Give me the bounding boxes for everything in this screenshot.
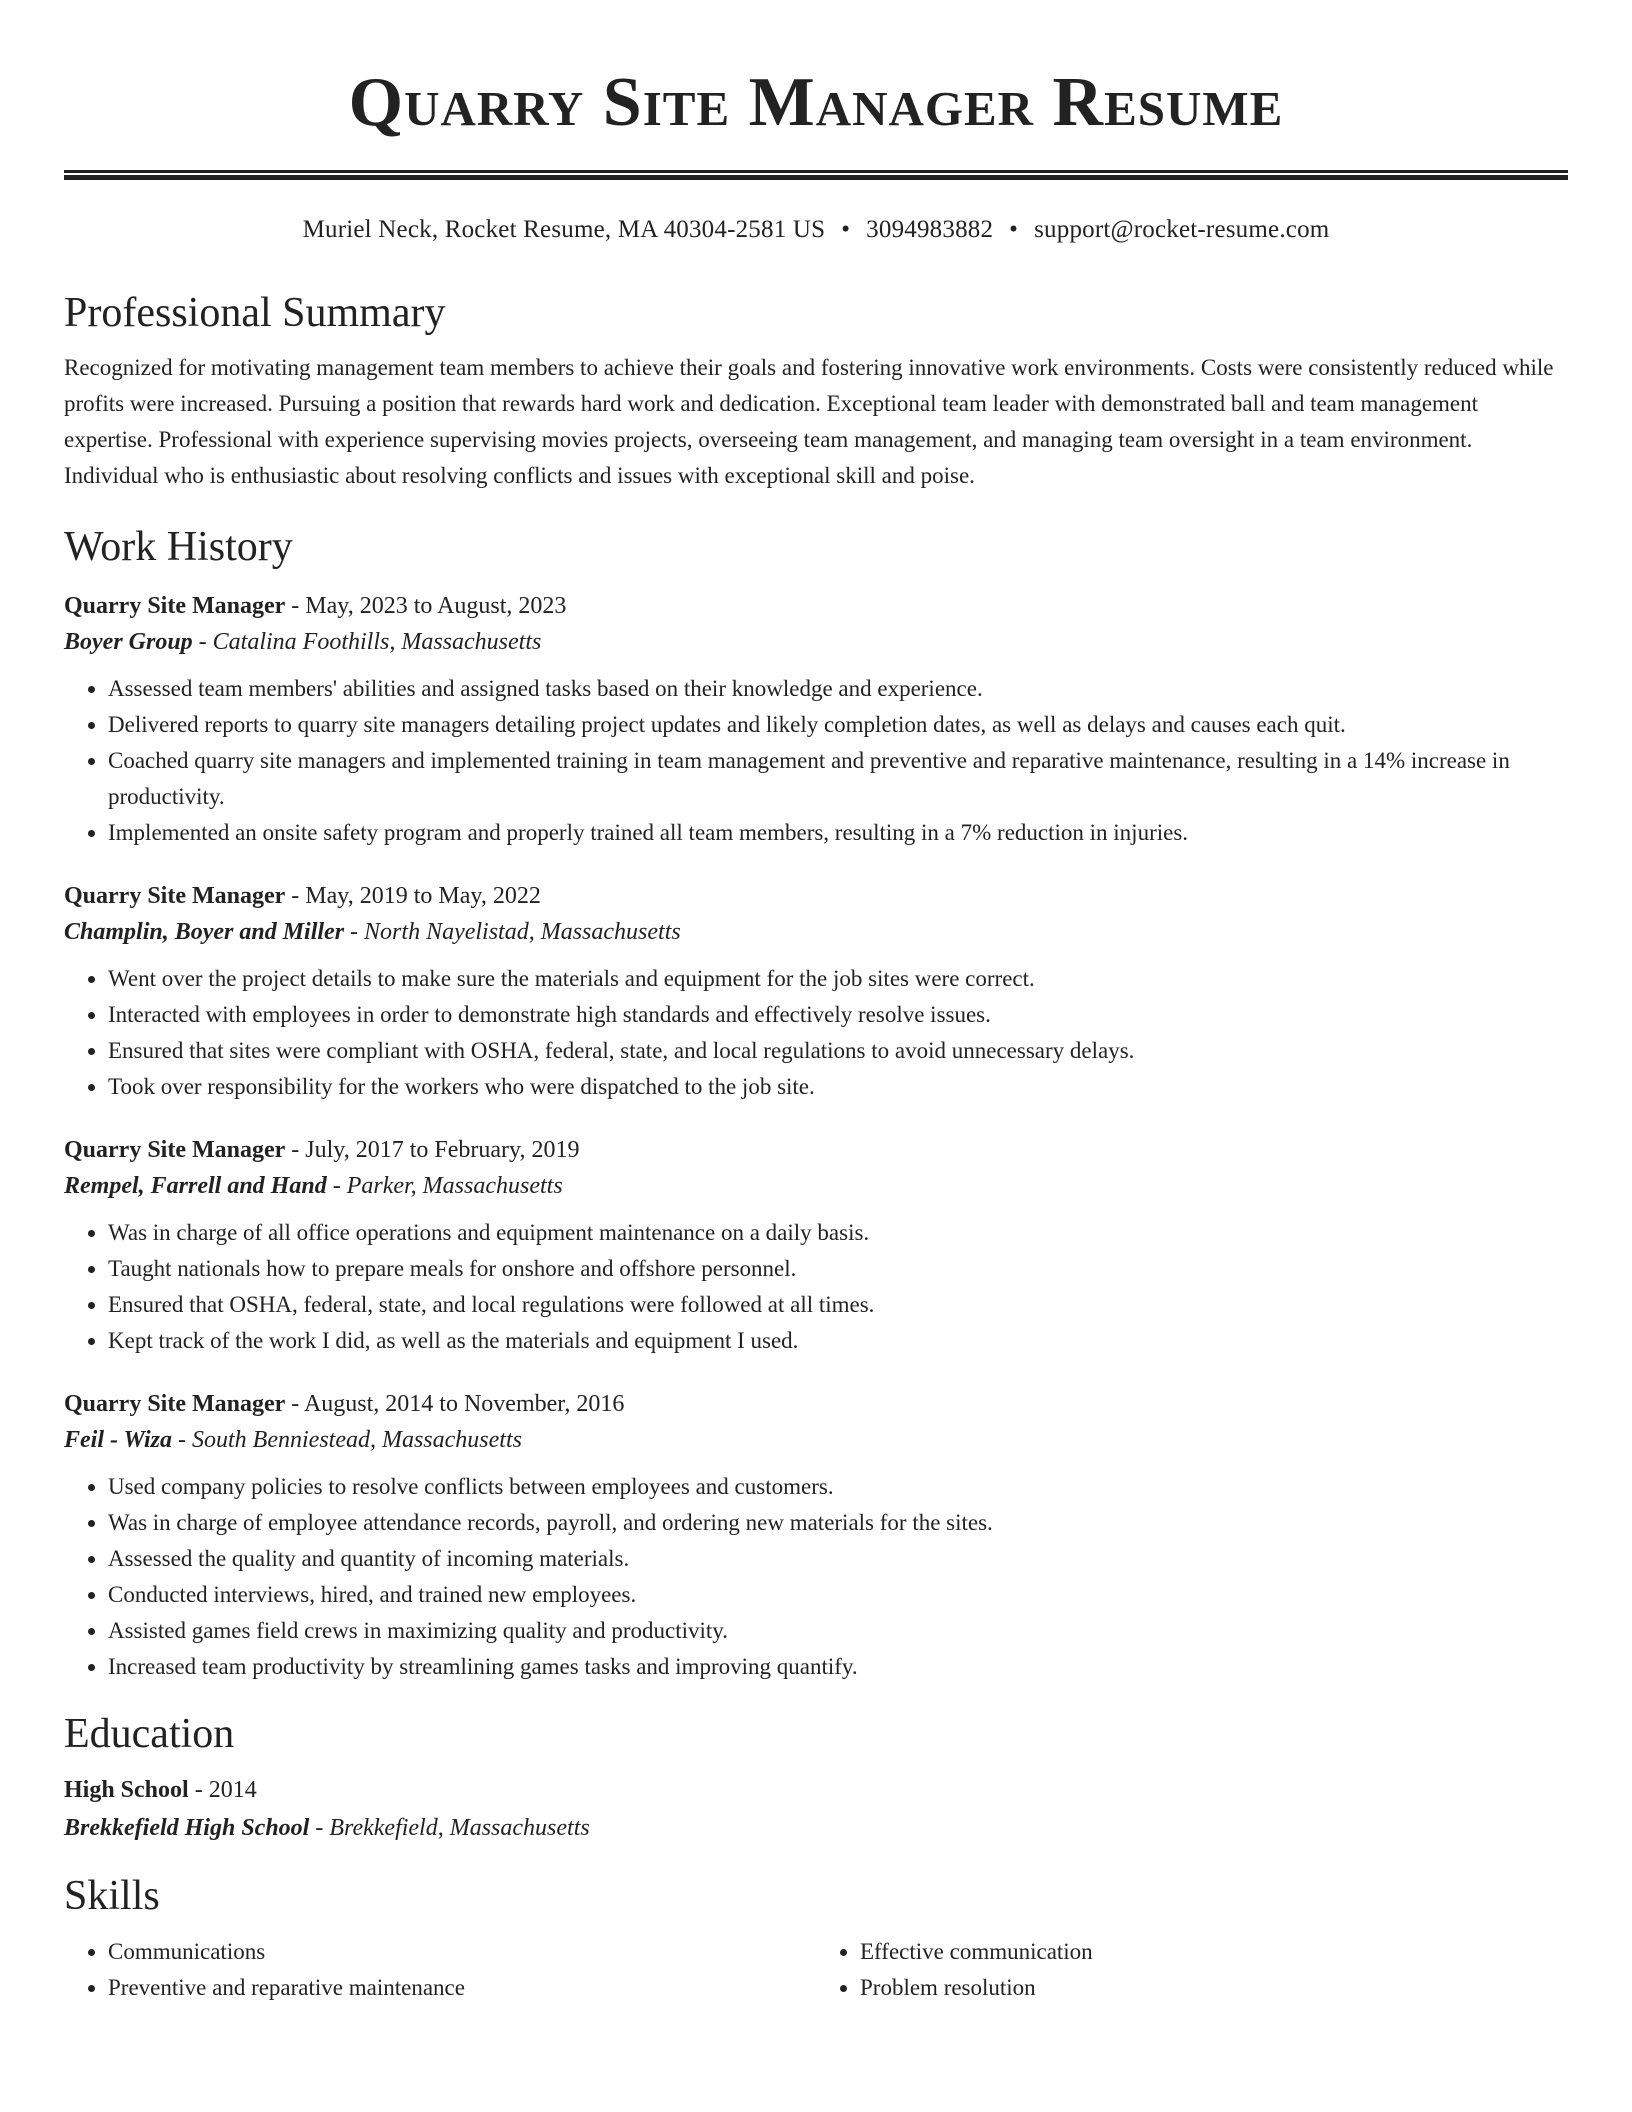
skill-item: • Communications <box>108 1934 816 1970</box>
job-bullet: • Interacted with employees in order to demonstrate high standards and effectively resolve issues. <box>108 997 1568 1033</box>
job-title-line <box>64 589 1568 623</box>
skills-section <box>64 1871 1568 2005</box>
job-bullet: • Coached quarry site managers and implemented training in team management and preventive and reparative maintenance, resulting in a 14% increase in productivity. <box>108 743 1568 815</box>
job-bullet: • Went over the project details to make sure the materials and equipment for the job sites were correct. <box>108 961 1568 997</box>
job-bullet: • Used company policies to resolve conflicts between employees and customers. <box>108 1469 1568 1505</box>
job-title: Quarry Site Manager <box>64 882 286 909</box>
job-bullet: • Was in charge of all office operations and equipment maintenance on a daily basis. <box>108 1215 1568 1251</box>
job-dash: - <box>285 1136 306 1163</box>
job-bullet: • Assisted games field crews in maximizing quality and productivity. <box>108 1613 1568 1649</box>
job-bullets <box>64 961 1568 1105</box>
job-company-line <box>64 623 1568 661</box>
job-bullet: • Increased team productivity by streamlining games tasks and improving quantify. <box>108 1649 1568 1685</box>
job-dates: July, 2017 to February, 2019 <box>305 1136 580 1163</box>
job-dash: - <box>172 1426 193 1453</box>
job-company: Rempel, Farrell and Hand <box>64 1172 327 1199</box>
education-dash: - <box>309 1815 330 1842</box>
contact-email: support@rocket-resume.com <box>1034 216 1330 243</box>
education-heading: Education <box>64 1710 235 1757</box>
contact-separator: • <box>841 216 851 243</box>
contact-phone: 3094983882 <box>866 216 994 243</box>
job-dates: August, 2014 to November, 2016 <box>303 1390 625 1417</box>
job-location: South Benniestead, Massachusetts <box>192 1426 522 1453</box>
job-entry <box>64 1387 1568 1685</box>
skill-item: • Preventive and reparative maintenance <box>108 1970 816 2006</box>
job-bullet: • Was in charge of employee attendance records, payroll, and ordering new materials for the sites. <box>108 1505 1568 1541</box>
skill-item: • Problem resolution <box>860 1970 1568 2006</box>
job-dates: May, 2019 to May, 2022 <box>305 882 541 909</box>
job-bullet: • Took over responsibility for the workers who were dispatched to the job site. <box>108 1069 1568 1105</box>
education-school: Brekkefield High School <box>64 1815 310 1842</box>
job-entry <box>64 589 1568 851</box>
skills-grid <box>64 1934 1568 2006</box>
education-dash: - <box>188 1777 209 1804</box>
job-dash: - <box>285 1390 304 1417</box>
job-bullet: • Implemented an onsite safety program and properly trained all team members, resulting in a 7% reduction in injuries. <box>108 815 1568 851</box>
job-bullet: • Ensured that sites were compliant with OSHA, federal, state, and local regulations to avoid unnecessary delays. <box>108 1033 1568 1069</box>
job-title: Quarry Site Manager <box>64 592 286 619</box>
job-location: Catalina Foothills, Massachusetts <box>212 628 542 655</box>
job-title-line <box>64 1387 1568 1421</box>
job-dates: May, 2023 to August, 2023 <box>305 592 567 619</box>
job-dash: - <box>192 628 213 655</box>
job-bullet: • Delivered reports to quarry site managers detailing project updates and likely completion dates, as well as delays and causes each quit. <box>108 707 1568 743</box>
resume-title: Quarry Site Manager Resume <box>348 64 1284 141</box>
job-title: Quarry Site Manager <box>64 1390 286 1417</box>
skills-heading: Skills <box>64 1873 160 1920</box>
job-bullet: • Ensured that OSHA, federal, state, and local regulations were followed at all times. <box>108 1287 1568 1323</box>
job-dash: - <box>285 592 306 619</box>
work-history-heading: Work History <box>64 524 293 571</box>
education-location: Brekkefield, Massachusetts <box>329 1815 590 1842</box>
summary-section <box>64 288 1568 494</box>
job-company: Champlin, Boyer and Miller <box>64 918 345 945</box>
summary-heading: Professional Summary <box>64 290 446 336</box>
job-bullet: • Kept track of the work I did, as well as the materials and equipment I used. <box>108 1323 1568 1359</box>
contact-address: Muriel Neck, Rocket Resume, MA 40304-2581 US <box>302 216 826 243</box>
job-bullets <box>64 1469 1568 1685</box>
job-bullet: • Assessed team members' abilities and assigned tasks based on their knowledge and experience. <box>108 671 1568 707</box>
job-entry <box>64 1133 1568 1359</box>
job-location: Parker, Massachusetts <box>346 1172 563 1199</box>
summary-text: Recognized for motivating management team members to achieve their goals and fostering innovative work environments. Costs were consistently reduced while profits were increased. Pursuing a position that rewards hard work and dedication. Exceptional team leader with demonstrated ball and team management expertise. Professional with experience supervising movies projects, overseeing team management, and managing team oversight in a team environment. Individual who is enthusiastic about resolving conflicts and issues with exceptional skill and poise. <box>64 355 1554 489</box>
contact-line <box>64 216 1568 244</box>
education-section <box>64 1709 1568 1847</box>
job-company-line <box>64 1421 1568 1459</box>
job-location: North Nayelistad, Massachusetts <box>364 918 681 945</box>
contact-separator: • <box>1009 216 1019 243</box>
job-company-line <box>64 1167 1568 1205</box>
work-history-section <box>64 522 1568 1684</box>
job-dash: - <box>344 918 365 945</box>
job-dash: - <box>285 882 306 909</box>
education-school-line <box>64 1809 1568 1847</box>
skills-column-right <box>816 1934 1568 2006</box>
education-degree-line <box>64 1771 1568 1809</box>
education-year: 2014 <box>208 1777 257 1804</box>
education-degree: High School <box>64 1777 189 1804</box>
job-bullet: • Conducted interviews, hired, and trained new employees. <box>108 1577 1568 1613</box>
job-title: Quarry Site Manager <box>64 1136 286 1163</box>
skill-item: • Effective communication <box>860 1934 1568 1970</box>
job-company: Feil - Wiza <box>64 1426 173 1453</box>
job-company-line <box>64 913 1568 951</box>
job-dash: - <box>326 1172 347 1199</box>
title-divider <box>64 170 1568 180</box>
job-bullet: • Assessed the quality and quantity of incoming materials. <box>108 1541 1568 1577</box>
job-company: Boyer Group <box>64 628 193 655</box>
job-entry <box>64 879 1568 1105</box>
job-bullet: • Taught nationals how to prepare meals for onshore and offshore personnel. <box>108 1251 1568 1287</box>
job-bullets <box>64 1215 1568 1359</box>
job-bullets <box>64 671 1568 851</box>
job-title-line <box>64 879 1568 913</box>
skills-column-left <box>64 1934 816 2006</box>
job-title-line <box>64 1133 1568 1167</box>
